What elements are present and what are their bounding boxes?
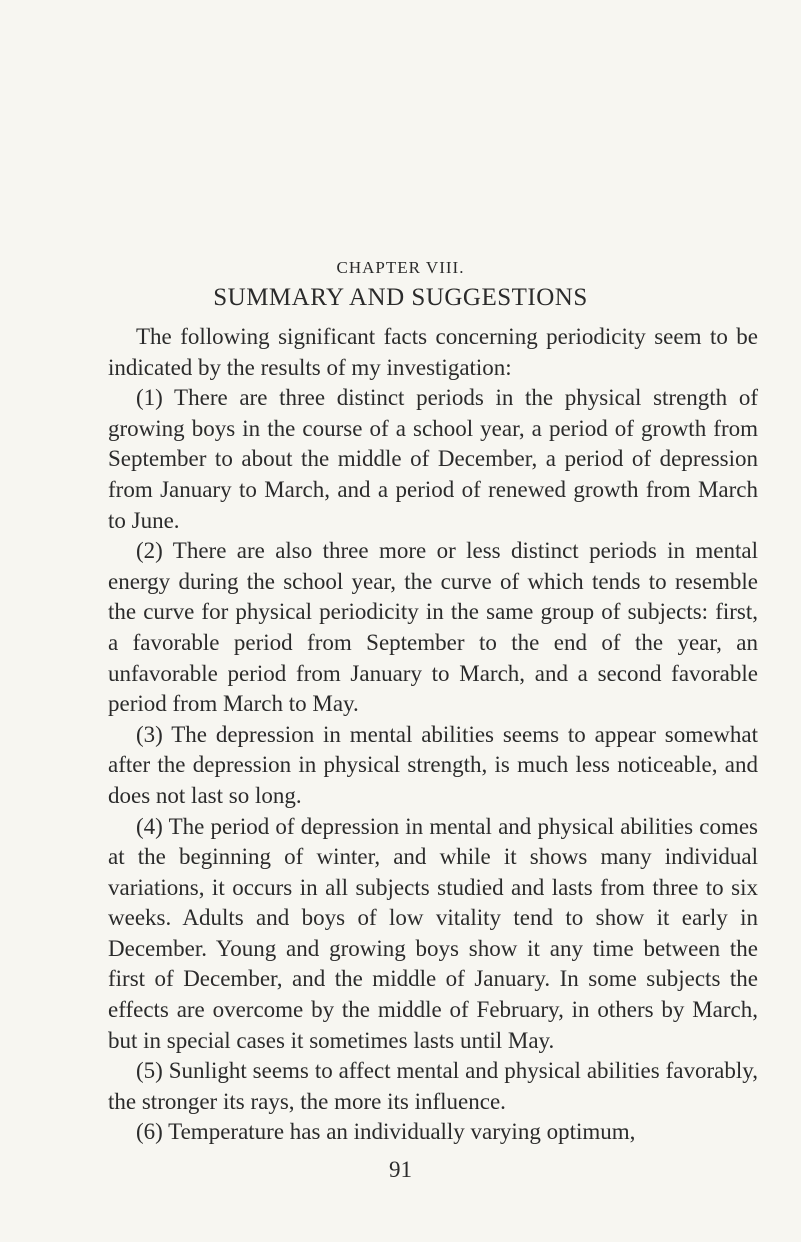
intro-paragraph: The following significant facts concerning periodicity seem to be indicated by the results of my investigation: — [108, 324, 758, 380]
paragraph-4: (4) The period of depression in mental and physical abilities comes at the beginning of winter, and while it shows many individual variations, it occurs in all subjects studied and lasts from three to six weeks. Adults and boys of low vitality tend to show it early in December. Young and growing boys show it any time between the first of December, and the middle of January. In some subjects the effects are overcome by the middle of February, in others by March, but in special cases it sometimes lasts until May. — [108, 813, 758, 1053]
paragraph-3: (3) The depression in mental abilities seems to appear somewhat after the depression in physical strength, is much less noticeable, and does not last so long. — [108, 721, 758, 808]
paragraph-2: (2) There are also three more or less distinct periods in mental energy during the school year, the curve of which tends to resemble the curve for physical periodicity in the same group of subjects: first, a favorable period from September to the end of the year, an unfavorable period from January to March, and a second favorable period from March to May. — [108, 538, 758, 717]
body-text — [108, 322, 758, 1148]
page-number: 91 — [389, 1157, 412, 1182]
chapter-label: CHAPTER VIII. — [336, 258, 465, 277]
paragraph-1: (1) There are three distinct periods in the physical strength of growing boys in the course of a school year, a period of growth from September to about the middle of December, a period of depression from January to March, and a period of renewed growth from March to June. — [108, 385, 758, 533]
chapter-title: SUMMARY AND SUGGESTIONS — [213, 284, 588, 311]
paragraph-6: (6) Temperature has an individually varying optimum, — [136, 1119, 636, 1145]
paragraph-5: (5) Sunlight seems to affect mental and physical abilities favorably, the stronger its rays, the more its influence. — [108, 1058, 758, 1114]
